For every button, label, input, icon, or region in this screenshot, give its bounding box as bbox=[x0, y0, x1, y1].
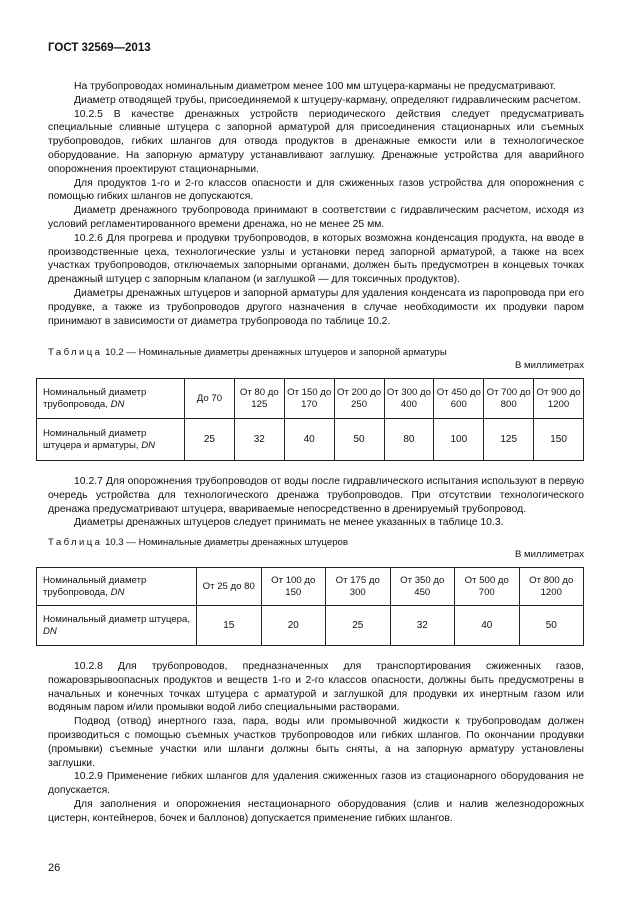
paragraph: 10.2.9 Применение гибких шлангов для удаления сжиженных газов из стационарного оборудования не допускается. bbox=[48, 771, 584, 797]
table-cell: 25 bbox=[185, 419, 235, 461]
paragraph: Диаметры дренажных штуцеров следует принимать не менее указанных в таблице 10.3. bbox=[74, 517, 504, 529]
table-cell: От 175 до 300 bbox=[326, 568, 391, 606]
table-cell: 25 bbox=[326, 606, 391, 646]
table-10-2 bbox=[36, 378, 584, 461]
page-number: 26 bbox=[48, 862, 61, 874]
table-cell: От 900 до 1200 bbox=[534, 379, 584, 419]
table-row bbox=[37, 606, 584, 646]
table-cell: 20 bbox=[261, 606, 326, 646]
paragraph: Диаметры дренажных штуцеров и запорной арматуры для удаления конденсата из паропровода при его продувке, а также из трубопроводов другого назначения в случае необходимости их продувки паром принимают в зависимости от диаметра трубопровода по таблице 10.2. bbox=[48, 287, 584, 327]
text-block-top bbox=[48, 80, 584, 328]
row-header-fitting-dn bbox=[37, 419, 185, 461]
table-cell: 125 bbox=[484, 419, 534, 461]
dn-symbol: DN bbox=[141, 439, 156, 451]
table-10-3-units: В миллиметрах bbox=[514, 549, 584, 560]
table-cell: 32 bbox=[390, 606, 455, 646]
table-cell: 80 bbox=[384, 419, 434, 461]
row-header-fitting-dn bbox=[37, 606, 197, 646]
table-cell: От 300 до 400 bbox=[384, 379, 434, 419]
table-10-2-units: В миллиметрах bbox=[514, 360, 584, 371]
paragraph: 10.2.7 Для опорожнения трубопроводов от воды после гидравлического испытания используют в первую очередь устройства для технологического дренажа трубопроводов. При отсутствии технологического дренажа предусматривают штуцера, ввариваемые непосредственно в дренируемый трубопровод. bbox=[48, 476, 584, 515]
paragraph: Для продуктов 1-го и 2-го классов опасности и для сжиженных газов устройства для опорожнения с помощью гибких шлангов не допускаются. bbox=[48, 177, 584, 203]
table-cell: От 450 до 600 bbox=[434, 379, 484, 419]
row-header-text: Номинальный диаметр трубопровода, DN bbox=[43, 574, 147, 598]
paragraph: Диаметр дренажного трубопровода принимают в соответствии с гидравлическим расчетом, исходя из условий регламентированного времени дренажа, но не менее 25 мм. bbox=[48, 205, 584, 230]
paragraph: 10.2.6 Для прогрева и продувки трубопроводов, в которых возможна конденсация продукта, на вводе в производственные цеха, технологические узлы и установки перед запорной арматурой, а также на всех участках трубопроводов, отключаемых запорными органами, должен быть предусмотрен в концевых точках дренажный штуцер с запорным клапаном (и заглушкой — для токсичных продуктов). bbox=[48, 232, 584, 286]
paragraph: 10.2.8 Для трубопроводов, предназначенных для транспортирования сжиженных газов, пожаровзрывоопасных продуктов и веществ 1-го и 2-го классов опасности, должны быть предусмотрены в начальных и конечных точках штуцера с арматурой и заглушкой для продувки их инертным газом или водяным паром и/или промывки водой либо специальными растворами. bbox=[48, 661, 584, 714]
text-block-bottom bbox=[48, 660, 584, 826]
table-cell: От 80 до 125 bbox=[234, 379, 284, 419]
row-header-text: Номинальный диаметр штуцера, DN bbox=[43, 613, 191, 637]
row-header-pipe-dn bbox=[37, 379, 185, 419]
table-cell: 40 bbox=[284, 419, 334, 461]
table-caption-text: 10.2 — Номинальные диаметры дренажных штуцеров и запорной арматуры bbox=[102, 347, 447, 358]
table-caption-text: 10.3 — Номинальные диаметры дренажных штуцеров bbox=[102, 537, 348, 548]
dn-symbol: DN bbox=[110, 398, 125, 410]
dn-symbol: DN bbox=[43, 625, 57, 637]
table-cell: От 500 до 700 bbox=[455, 568, 520, 606]
table-cell: От 700 до 800 bbox=[484, 379, 534, 419]
table-10-2-caption bbox=[48, 347, 584, 358]
paragraph: На трубопроводах номинальным диаметром менее 100 мм штуцера-карманы не предусматривают. bbox=[74, 81, 556, 92]
table-cell: От 100 до 150 bbox=[261, 568, 326, 606]
table-cell: От 25 до 80 bbox=[197, 568, 262, 606]
table-cell: 150 bbox=[534, 419, 584, 461]
table-cell: 50 bbox=[334, 419, 384, 461]
table-cell: 50 bbox=[519, 606, 584, 646]
dn-symbol: DN bbox=[110, 586, 125, 598]
table-cell: От 800 до 1200 bbox=[519, 568, 584, 606]
table-cell: От 350 до 450 bbox=[390, 568, 455, 606]
paragraph: Подвод (отвод) инертного газа, пара, воды или промывочной жидкости к трубопроводам должен производиться с помощью съемных участков трубопроводов или гибких шлангов. По окончании продувки (промывки) съемные участки или шланги должны быть сняты, а на запорную арматуру установлены заглушки. bbox=[48, 716, 584, 769]
table-cell: 40 bbox=[455, 606, 520, 646]
paragraph: 10.2.5 В качестве дренажных устройств периодического действия следует предусматривать специальные сливные штуцера с запорной арматурой для присоединения стационарных или съемных трубопроводов, гибких шлангов для отвода продуктов в дренажные емкости или в технологическое оборудование. На запорную арматуру устанавливают заглушку. Дренажные устройства для аварийного опорожнения проектируют стационарными. bbox=[48, 108, 584, 175]
paragraph: Диаметр отводящей трубы, присоединяемой к штуцеру-карману, определяют гидравлическим расчетом. bbox=[74, 94, 581, 106]
table-cell: До 70 bbox=[185, 379, 235, 419]
table-row bbox=[37, 419, 584, 461]
table-cell: 32 bbox=[234, 419, 284, 461]
document-header: ГОСТ 32569—2013 bbox=[48, 42, 151, 54]
table-cell: 100 bbox=[434, 419, 484, 461]
table-caption-prefix: Таблица bbox=[48, 537, 103, 548]
paragraph: Для заполнения и опорожнения нестационарного оборудования (слив и налив железнодорожных цистерн, контейнеров, бочек и баллонов) допускается применение гибких шлангов. bbox=[48, 798, 584, 824]
table-10-3 bbox=[36, 567, 584, 646]
row-header-text: Номинальный диаметр трубопровода, DN bbox=[43, 386, 147, 410]
table-cell: От 200 до 250 bbox=[334, 379, 384, 419]
text-block-middle bbox=[48, 475, 584, 530]
table-row bbox=[37, 379, 584, 419]
table-cell: 15 bbox=[197, 606, 262, 646]
table-caption-prefix: Таблица bbox=[48, 347, 103, 358]
table-row bbox=[37, 568, 584, 606]
table-10-3-caption bbox=[48, 537, 584, 548]
row-header-pipe-dn bbox=[37, 568, 197, 606]
table-cell: От 150 до 170 bbox=[284, 379, 334, 419]
row-header-text: Номинальный диаметр штуцера и арматуры, DN bbox=[43, 427, 156, 451]
